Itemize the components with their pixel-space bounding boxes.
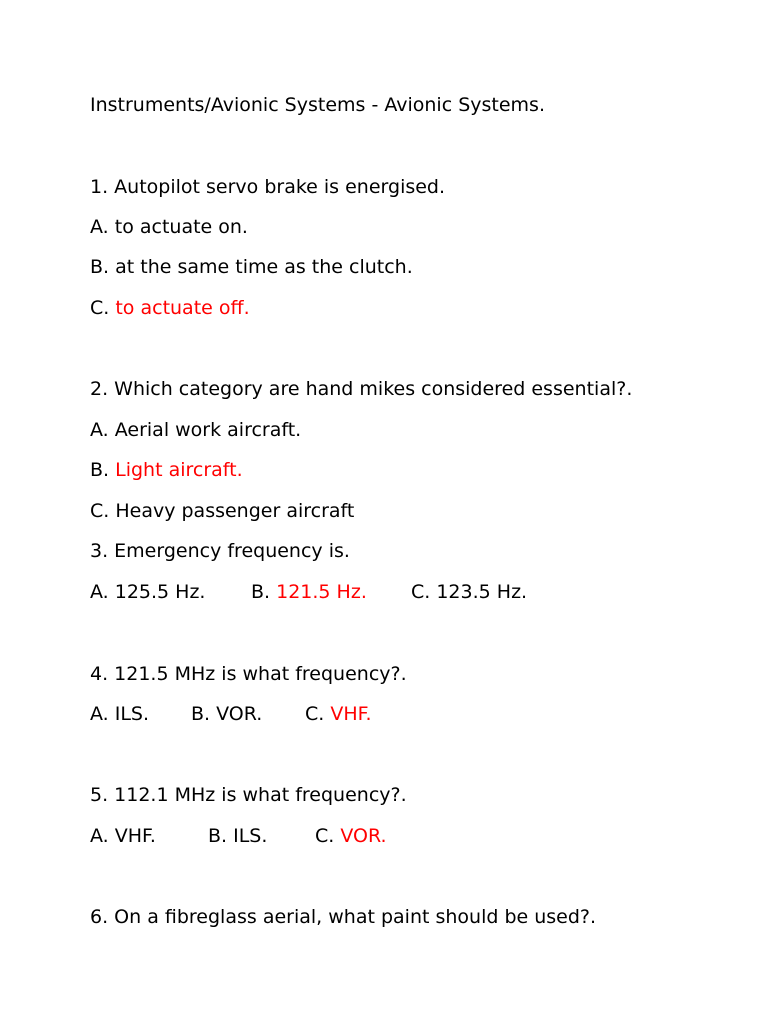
q2-option-a: A. Aerial work aircraft. xyxy=(90,419,302,441)
q5-correct-answer: VOR. xyxy=(340,825,387,847)
q4-option-c xyxy=(305,702,372,726)
q3-option-a: A. 125.5 Hz. xyxy=(90,581,206,603)
q3-option-c: C. 123.5 Hz. xyxy=(411,581,528,603)
document-title: Instruments/Avionic Systems - Avionic Systems. xyxy=(90,94,545,116)
q5-option-c xyxy=(315,824,387,848)
question-6: 6. On a fibreglass aerial, what paint should be used?. xyxy=(90,906,597,928)
q4-option-a: A. ILS. xyxy=(90,703,150,725)
q1-option-c-prefix: C. xyxy=(90,297,116,319)
q1-option-a: A. to actuate on. xyxy=(90,216,248,238)
question-1: 1. Autopilot servo brake is energised. xyxy=(90,176,446,198)
q1-option-b: B. at the same time as the clutch. xyxy=(90,256,413,278)
q1-correct-answer: to actuate off. xyxy=(115,297,250,319)
q5-options xyxy=(90,824,387,848)
q4-option-c-prefix: C. xyxy=(305,703,331,725)
question-2: 2. Which category are hand mikes considered essential?. xyxy=(90,378,633,400)
q3-option-b xyxy=(251,580,411,604)
q4-correct-answer: VHF. xyxy=(330,703,372,725)
question-4: 4. 121.5 MHz is what frequency?. xyxy=(90,663,407,685)
q2-option-b-prefix: B. xyxy=(90,459,116,481)
question-3: 3. Emergency frequency is. xyxy=(90,540,350,562)
q3-option-b-prefix: B. xyxy=(251,581,277,603)
q5-option-c-prefix: C. xyxy=(315,825,341,847)
q1-option-c xyxy=(90,296,250,320)
q4-options xyxy=(90,702,372,726)
q4-option-b: B. VOR. xyxy=(191,703,263,725)
question-5: 5. 112.1 MHz is what frequency?. xyxy=(90,784,407,806)
q2-option-b xyxy=(90,458,243,482)
q3-options xyxy=(90,580,527,604)
q2-option-c: C. Heavy passenger aircraft xyxy=(90,500,355,522)
q5-option-b: B. ILS. xyxy=(208,825,268,847)
q2-correct-answer: Light aircraft. xyxy=(115,459,243,481)
q5-option-a: A. VHF. xyxy=(90,825,156,847)
q3-correct-answer: 121.5 Hz. xyxy=(276,581,367,603)
